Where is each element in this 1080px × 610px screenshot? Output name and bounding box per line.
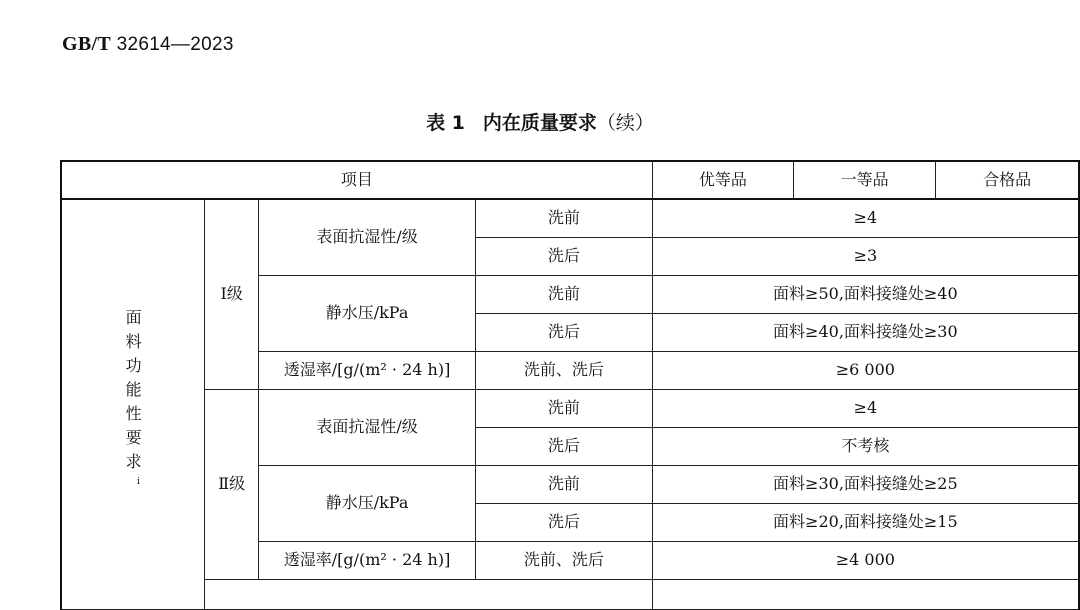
group-label-cell bbox=[61, 199, 205, 609]
level2-surface-wet-after-value: 不考核 bbox=[652, 427, 1079, 465]
level1-mvtr-name: 透湿率/[g/(m² · 24 h)] bbox=[259, 351, 476, 389]
level2-surface-wet-name: 表面抗湿性/级 bbox=[259, 389, 476, 465]
group-label: 面料功能性要求$^i$ bbox=[123, 309, 144, 496]
level2-surface-wet-after: 洗后 bbox=[475, 427, 652, 465]
level2-hydro-name: 静水压/kPa bbox=[259, 465, 476, 541]
level1-label: Ⅰ级 bbox=[205, 199, 259, 389]
table-label: 表 1 bbox=[426, 112, 465, 134]
col-header-item: 项目 bbox=[61, 161, 652, 199]
level1-surface-wet-before-value: ≥4 bbox=[652, 199, 1079, 237]
table-row bbox=[61, 199, 1079, 237]
standard-code: 32614—2023 bbox=[116, 34, 234, 55]
table-continued: （续） bbox=[596, 112, 654, 134]
level1-hydro-before-value: 面料≥50,面料接缝处≥40 bbox=[652, 275, 1079, 313]
level2-hydro-after: 洗后 bbox=[475, 503, 652, 541]
level1-surface-wet-name: 表面抗湿性/级 bbox=[259, 199, 476, 275]
level1-hydro-after-value: 面料≥40,面料接缝处≥30 bbox=[652, 313, 1079, 351]
level1-hydro-name: 静水压/kPa bbox=[259, 275, 476, 351]
header-row bbox=[61, 161, 1079, 199]
level2-surface-wet-before-value: ≥4 bbox=[652, 389, 1079, 427]
level2-hydro-before-value: 面料≥30,面料接缝处≥25 bbox=[652, 465, 1079, 503]
footnote-marker: i bbox=[133, 477, 144, 496]
col-header-qualified: 合格品 bbox=[936, 161, 1079, 199]
standard-number bbox=[62, 33, 234, 56]
level2-surface-wet-before: 洗前 bbox=[475, 389, 652, 427]
level2-mvtr-cond: 洗前、洗后 bbox=[475, 541, 652, 579]
level1-mvtr-cond: 洗前、洗后 bbox=[475, 351, 652, 389]
level2-mvtr-value: ≥4 000 bbox=[652, 541, 1079, 579]
level1-surface-wet-after: 洗后 bbox=[475, 237, 652, 275]
level2-label: Ⅱ级 bbox=[205, 389, 259, 579]
level1-hydro-after: 洗后 bbox=[475, 313, 652, 351]
quality-requirements-table bbox=[60, 160, 1080, 610]
col-header-first: 一等品 bbox=[794, 161, 936, 199]
level1-surface-wet-after-value: ≥3 bbox=[652, 237, 1079, 275]
table-caption bbox=[0, 108, 1080, 135]
level2-hydro-before: 洗前 bbox=[475, 465, 652, 503]
level1-mvtr-value: ≥6 000 bbox=[652, 351, 1079, 389]
table-row-partial bbox=[61, 579, 1079, 609]
table-title: 内在质量要求 bbox=[482, 112, 597, 134]
col-header-superior: 优等品 bbox=[652, 161, 793, 199]
standard-prefix: GB/T bbox=[62, 33, 111, 55]
level1-hydro-before: 洗前 bbox=[475, 275, 652, 313]
level2-mvtr-name: 透湿率/[g/(m² · 24 h)] bbox=[259, 541, 476, 579]
level1-surface-wet-before: 洗前 bbox=[475, 199, 652, 237]
table-row bbox=[61, 389, 1079, 427]
level2-hydro-after-value: 面料≥20,面料接缝处≥15 bbox=[652, 503, 1079, 541]
